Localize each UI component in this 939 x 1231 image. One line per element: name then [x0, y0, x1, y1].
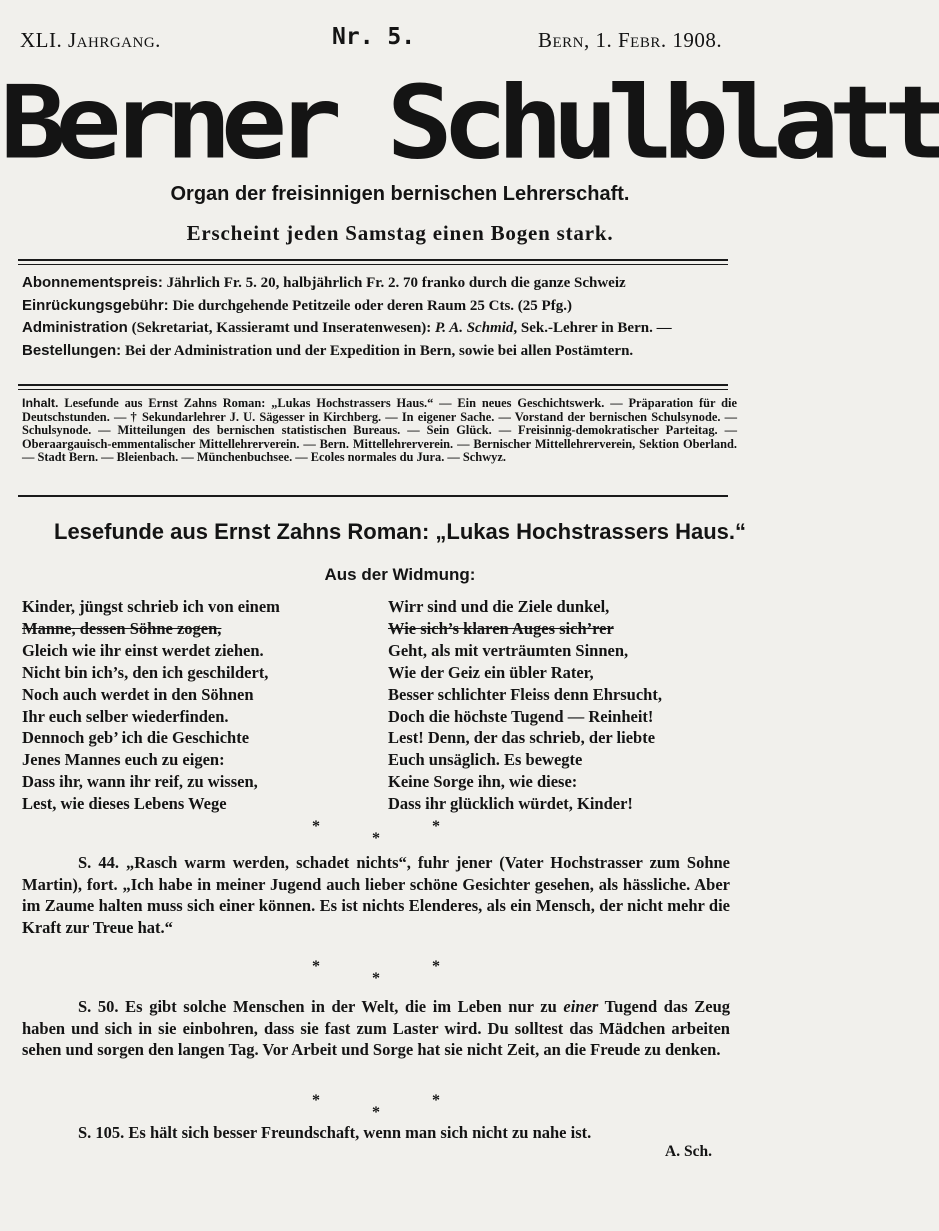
subscription-text: Jährlich Fr. 5. 20, halbjährlich Fr. 2. 70 franko durch die ganze Schweiz [166, 275, 626, 291]
poem-line: Keine Sorge ihn, wie diese: [388, 772, 578, 792]
poem-line: Besser schlichter Fleiss denn Ehrsucht, [388, 684, 662, 704]
insertion-label: Einrückungsgebühr: [22, 296, 169, 314]
poem-line: Kinder, jüngst schrieb ich von einem [22, 597, 280, 616]
quote-s50-text: S. 50. Es gibt solche Menschen in der Welt, die im Leben nur zu [78, 997, 557, 1016]
orders-label: Bestellungen: [22, 341, 122, 359]
poem-line: Wie der Geiz ein übler Rater, [388, 662, 594, 682]
section-separator-star: * [312, 1092, 320, 1109]
dedication-heading: Aus der Widmung: [324, 565, 476, 584]
poem-line: Dass ihr, wann ihr reif, zu wissen, [22, 772, 258, 792]
orders-text: Bei der Administration und der Expedition in Bern, sowie bei allen Postämtern. [124, 342, 634, 359]
poem-line: Ihr euch selber wiederfinden. [22, 706, 229, 726]
section-separator-star: * [372, 1104, 380, 1121]
poem-line: Doch die höchste Tugend — Reinheit! [388, 706, 654, 726]
quote-paragraph-s44: S. 44. „Rasch warm werden, schadet nichts“, fuhr jener (Vater Hochstrasser zum Sohne Martin), fort. „Ich habe in meiner Jugend auch lieber schöne Gesichter gesehen, als hässliche. Aber im Zaume halten muss sich einer können. Es ist nichts Elenderes, als ein Mensch, der nicht mehr die Kraft zur Treue hat.“ [22, 853, 730, 938]
poem-line: Nicht bin ich’s, den ich geschildert, [22, 662, 269, 682]
insertion-text: Die durchgehende Petitzeile oder deren Raum 25 Cts. (25 Pfg.) [172, 297, 572, 314]
poem-line: Dass ihr glücklich würdet, Kinder! [388, 794, 633, 814]
divider-rule [18, 495, 728, 497]
quote-s50-text-2: Tugend das Zeug haben und sich in sie einbohren, dass sie fast zum Laster wird. Du solltest das Mädchen arbeiten sehen und sorgen den langen Tag. Vor Arbeit und Sorge hat sie nicht Zeit, an die Freude zu denken. [22, 997, 731, 1060]
section-separator-star: * [432, 958, 440, 975]
subscription-label: Abonnementspreis: [22, 274, 163, 291]
divider-rule [18, 264, 728, 265]
administration-text: (Sekretariat, Kassieramt und Inseratenwesen): [131, 320, 432, 336]
contents-label: Inhalt. [22, 396, 59, 410]
administrator-name: P. A. Schmid [435, 320, 514, 336]
subscription-info [22, 272, 732, 362]
poem-line: Euch unsäglich. Es bewegte [388, 750, 583, 770]
section-separator-star: * [372, 830, 380, 847]
section-separator-star: * [432, 818, 440, 835]
poem-line: Wirr sind und die Ziele dunkel, [388, 597, 610, 616]
issue-number: Nr. 5. [332, 24, 416, 50]
poem-line: Wie sich’s klaren Auges sich’rer [388, 618, 614, 638]
article-title: Lesefunde aus Ernst Zahns Roman: „Lukas Hochstrassers Haus.“ [54, 519, 746, 544]
poem-line: Noch auch werdet in den Söhnen [22, 684, 254, 704]
poem-line: Jenes Mannes euch zu eigen: [22, 750, 225, 770]
poem-left-column [22, 596, 280, 815]
volume-label: XLI. Jahrgang. [20, 28, 161, 52]
divider-rule [18, 389, 728, 390]
poem-line: Gleich wie ihr einst werdet ziehen. [22, 640, 264, 660]
table-of-contents [22, 397, 737, 465]
author-signature: A. Sch. [665, 1143, 712, 1160]
section-separator-star: * [432, 1092, 440, 1109]
administration-label: Administration [22, 319, 128, 336]
quote-paragraph-s105: S. 105. Es hält sich besser Freundschaft, wenn man sich nicht zu nahe ist. [78, 1123, 592, 1142]
publication-frequency: Erscheint jeden Samstag einen Bogen stark. [186, 221, 614, 245]
contents-text: Lesefunde aus Ernst Zahns Roman: „Lukas Hochstrassers Haus.“ — Ein neues Geschichtswerk. — Präparation für die Deutschstunden. — † Sekundarlehrer J. U. Sägesser in Kirchberg. — In eigener Sache. — Vorstand der bernischen Schulsynode. — Schulsynode. — Mitteilungen des bernischen statistischen Bureaus. — Sein Glück. — Freisinnig-demokratischer Parteitag. — Oberaargauisch-emmentalischer Mittellehrerverein. — Bern. Mittellehrerverein. — Bernischer Mittellehrerverein, Sektion Oberland. — Stadt Bern. — Bleienbach. — Münchenbuchsee. — Ecoles normales du Jura. — Schwyz. [22, 396, 737, 465]
poem-line: Dennoch geb’ ich die Geschichte [22, 728, 250, 748]
divider-rule [18, 259, 728, 261]
place-date: Bern, 1. Febr. 1908. [538, 28, 723, 52]
poem-line: Lest! Denn, der das schrieb, der liebte [388, 728, 656, 748]
poem-line: Manne, dessen Söhne zogen, [22, 618, 222, 638]
quote-paragraph-s50 [22, 996, 730, 1061]
poem-right-column [388, 596, 662, 815]
section-separator-star: * [312, 958, 320, 975]
poem-line: Geht, als mit verträumten Sinnen, [388, 640, 629, 660]
divider-rule [18, 384, 728, 386]
newspaper-title: Berner Schulblatt [0, 63, 939, 182]
newspaper-subtitle: Organ der freisinnigen bernischen Lehrerschaft. [170, 183, 630, 205]
section-separator-star: * [372, 970, 380, 987]
emphasized-word: einer [563, 997, 599, 1016]
poem-line: Lest, wie dieses Lebens Wege [22, 794, 227, 814]
section-separator-star: * [312, 818, 320, 835]
administration-text-2: , Sek.-Lehrer in Bern. — [513, 320, 672, 336]
